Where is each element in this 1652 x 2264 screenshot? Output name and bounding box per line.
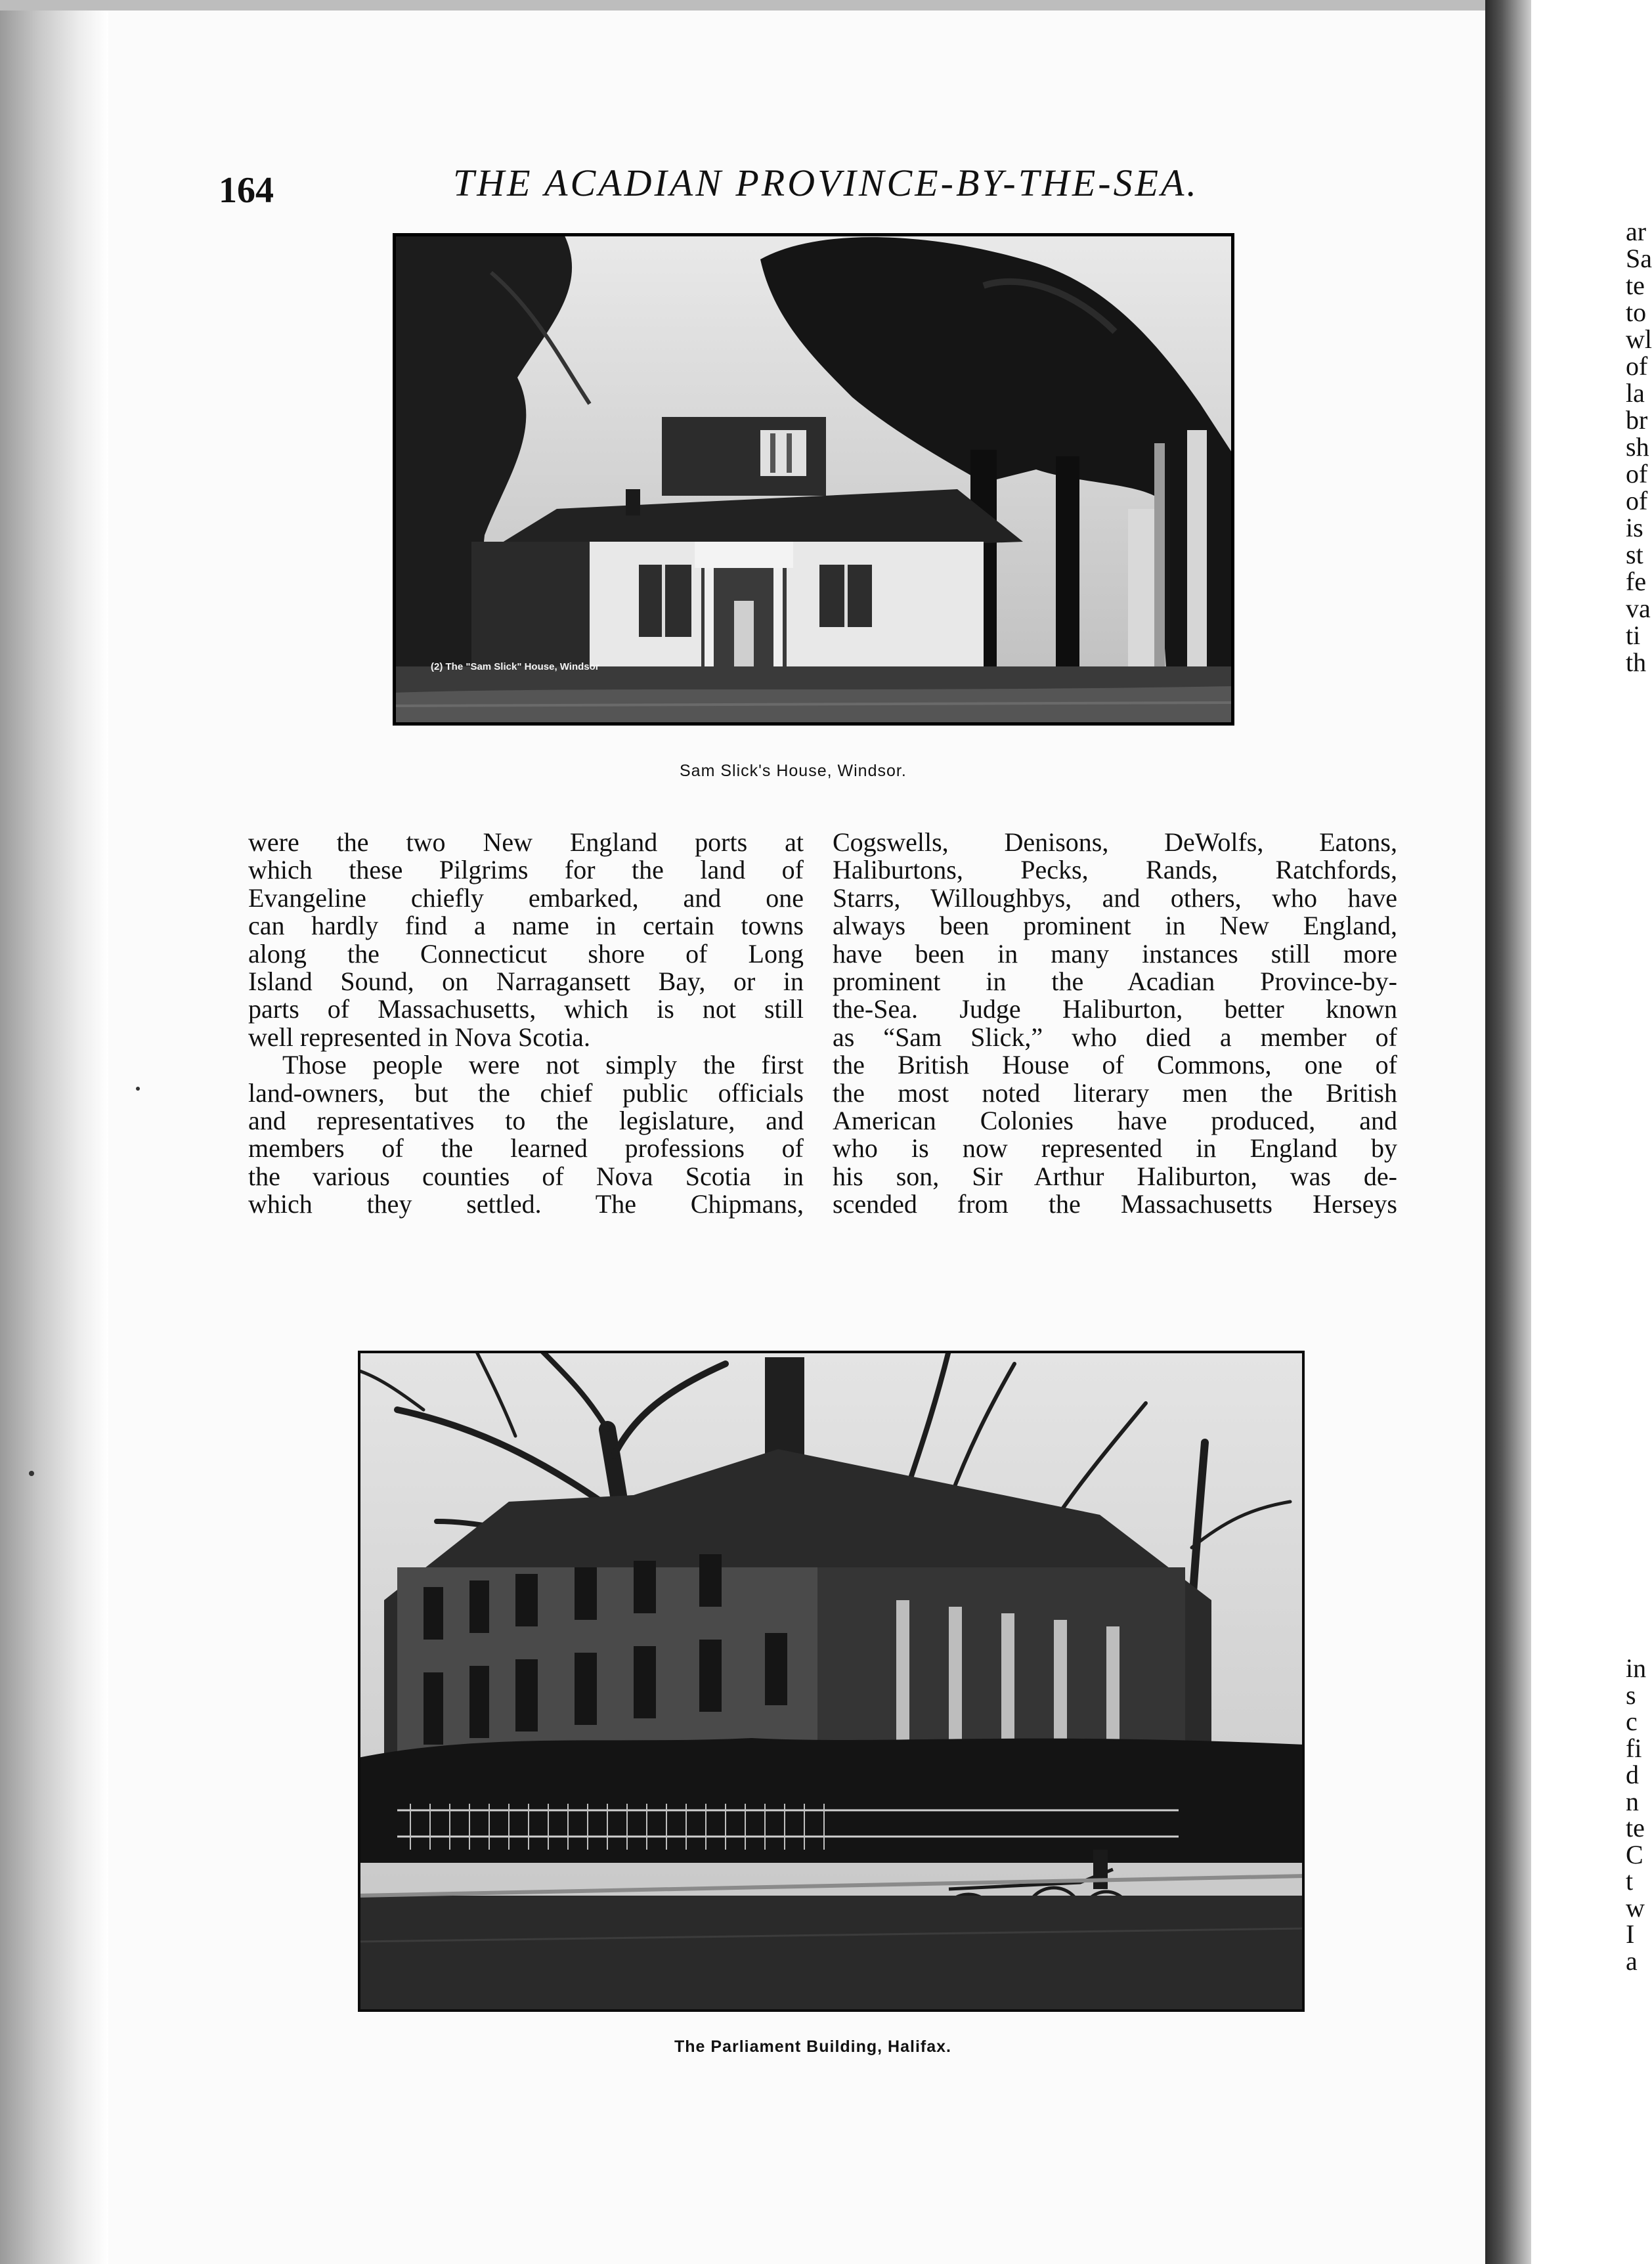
text-line: the various counties of Nova Scotia in bbox=[248, 1161, 804, 1191]
scan-speck bbox=[29, 1471, 34, 1476]
scan-speck bbox=[136, 1087, 140, 1091]
facing-page-fragment: br bbox=[1626, 405, 1648, 435]
facing-page-fragment: sh bbox=[1626, 432, 1649, 462]
page-stack-edge bbox=[0, 11, 108, 2264]
facing-page-fragment: I bbox=[1626, 1919, 1635, 1949]
text-line: the-Sea. Judge Haliburton, better known bbox=[833, 994, 1397, 1024]
facing-page-fragment: to bbox=[1626, 297, 1647, 327]
text-line: and representatives to the legislature, and bbox=[248, 1106, 804, 1136]
text-line: prominent in the Acadian Province-by- bbox=[833, 967, 1397, 997]
text-line: parts of Massachusetts, which is not still bbox=[248, 994, 804, 1024]
text-line: scended from the Massachusetts Herseys bbox=[833, 1189, 1397, 1219]
text-line: always been prominent in New England, bbox=[833, 911, 1397, 941]
facing-page-fragment: fi bbox=[1626, 1733, 1642, 1763]
text-line: as “Sam Slick,” who died a member of bbox=[833, 1022, 1397, 1052]
text-line: land-owners, but the chief public officials bbox=[248, 1078, 804, 1108]
text-line: can hardly find a name in certain towns bbox=[248, 911, 804, 941]
text-line: Those people were not simply the first bbox=[282, 1050, 804, 1080]
running-title: THE ACADIAN PROVINCE-BY-THE-SEA. bbox=[453, 162, 1199, 204]
figure-caption: Sam Slick's House, Windsor. bbox=[680, 762, 907, 780]
text-line: which they settled. The Chipmans, bbox=[248, 1189, 804, 1219]
facing-page-fragment: c bbox=[1626, 1707, 1638, 1736]
scan-top-band bbox=[0, 0, 1652, 11]
text-line: the British House of Commons, one of bbox=[833, 1050, 1397, 1080]
text-line: Cogswells, Denisons, DeWolfs, Eatons, bbox=[833, 827, 1397, 857]
facing-page-fragment: la bbox=[1626, 378, 1645, 408]
facing-page-fragment: of bbox=[1626, 486, 1648, 515]
facing-page-fragment: t bbox=[1626, 1866, 1634, 1896]
facing-page-fragment: te bbox=[1626, 1813, 1645, 1842]
facing-page-fragment: of bbox=[1626, 459, 1648, 489]
facing-page-fragment: ar bbox=[1626, 217, 1647, 246]
text-column-left bbox=[248, 829, 804, 1219]
photo-sam-slick-house bbox=[393, 233, 1234, 726]
photo-parliament-building bbox=[358, 1351, 1305, 2012]
facing-page-fragment: te bbox=[1626, 271, 1645, 300]
text-line: along the Connecticut shore of Long bbox=[248, 938, 804, 969]
facing-page-fragment: n bbox=[1626, 1786, 1639, 1816]
facing-page-fragment: C bbox=[1626, 1839, 1643, 1869]
facing-page-fragment: ti bbox=[1626, 620, 1641, 650]
text-line: Island Sound, on Narragansett Bay, or in bbox=[248, 967, 804, 997]
text-line: the most noted literary men the British bbox=[833, 1078, 1397, 1108]
facing-page-fragment: th bbox=[1626, 647, 1647, 677]
text-line: Haliburtons, Pecks, Rands, Ratchfords, bbox=[833, 855, 1397, 885]
text-line: his son, Sir Arthur Haliburton, was de- bbox=[833, 1161, 1397, 1191]
page-number: 164 bbox=[219, 170, 274, 211]
facing-page-fragment: w bbox=[1626, 1892, 1645, 1923]
facing-page-fragment: of bbox=[1626, 351, 1648, 381]
facing-page-fragment: s bbox=[1626, 1680, 1636, 1710]
facing-page-fragment: a bbox=[1626, 1946, 1638, 1976]
text-line: Evangeline chiefly embarked, and one bbox=[248, 882, 804, 913]
text-line: who is now represented in England by bbox=[833, 1133, 1397, 1164]
text-line: were the two New England ports at bbox=[248, 827, 804, 857]
facing-page-fragment: fe bbox=[1626, 567, 1647, 596]
facing-page-fragment: Sa bbox=[1626, 244, 1652, 273]
facing-page-fragment: st bbox=[1626, 540, 1643, 569]
text-line: have been in many instances still more bbox=[833, 938, 1397, 969]
text-column-right bbox=[833, 829, 1397, 1219]
facing-page-fragment: va bbox=[1626, 594, 1651, 623]
facing-page-fragment: d bbox=[1626, 1760, 1639, 1789]
text-line: which these Pilgrims for the land of bbox=[248, 855, 804, 885]
text-line: Starrs, Willoughbys, and others, who have bbox=[833, 882, 1397, 913]
facing-page-fragment: wl bbox=[1626, 324, 1652, 354]
figure-caption: The Parliament Building, Halifax. bbox=[674, 2037, 951, 2056]
text-line: well represented in Nova Scotia. bbox=[248, 1022, 590, 1052]
photo-inset-caption: (2) The "Sam Slick" House, Windsor bbox=[431, 661, 599, 672]
book-gutter bbox=[1485, 0, 1531, 2264]
facing-page-fragment: in bbox=[1626, 1653, 1647, 1683]
text-line: members of the learned professions of bbox=[248, 1133, 804, 1164]
text-line: American Colonies have produced, and bbox=[833, 1106, 1397, 1136]
facing-page-fragment: is bbox=[1626, 513, 1643, 542]
